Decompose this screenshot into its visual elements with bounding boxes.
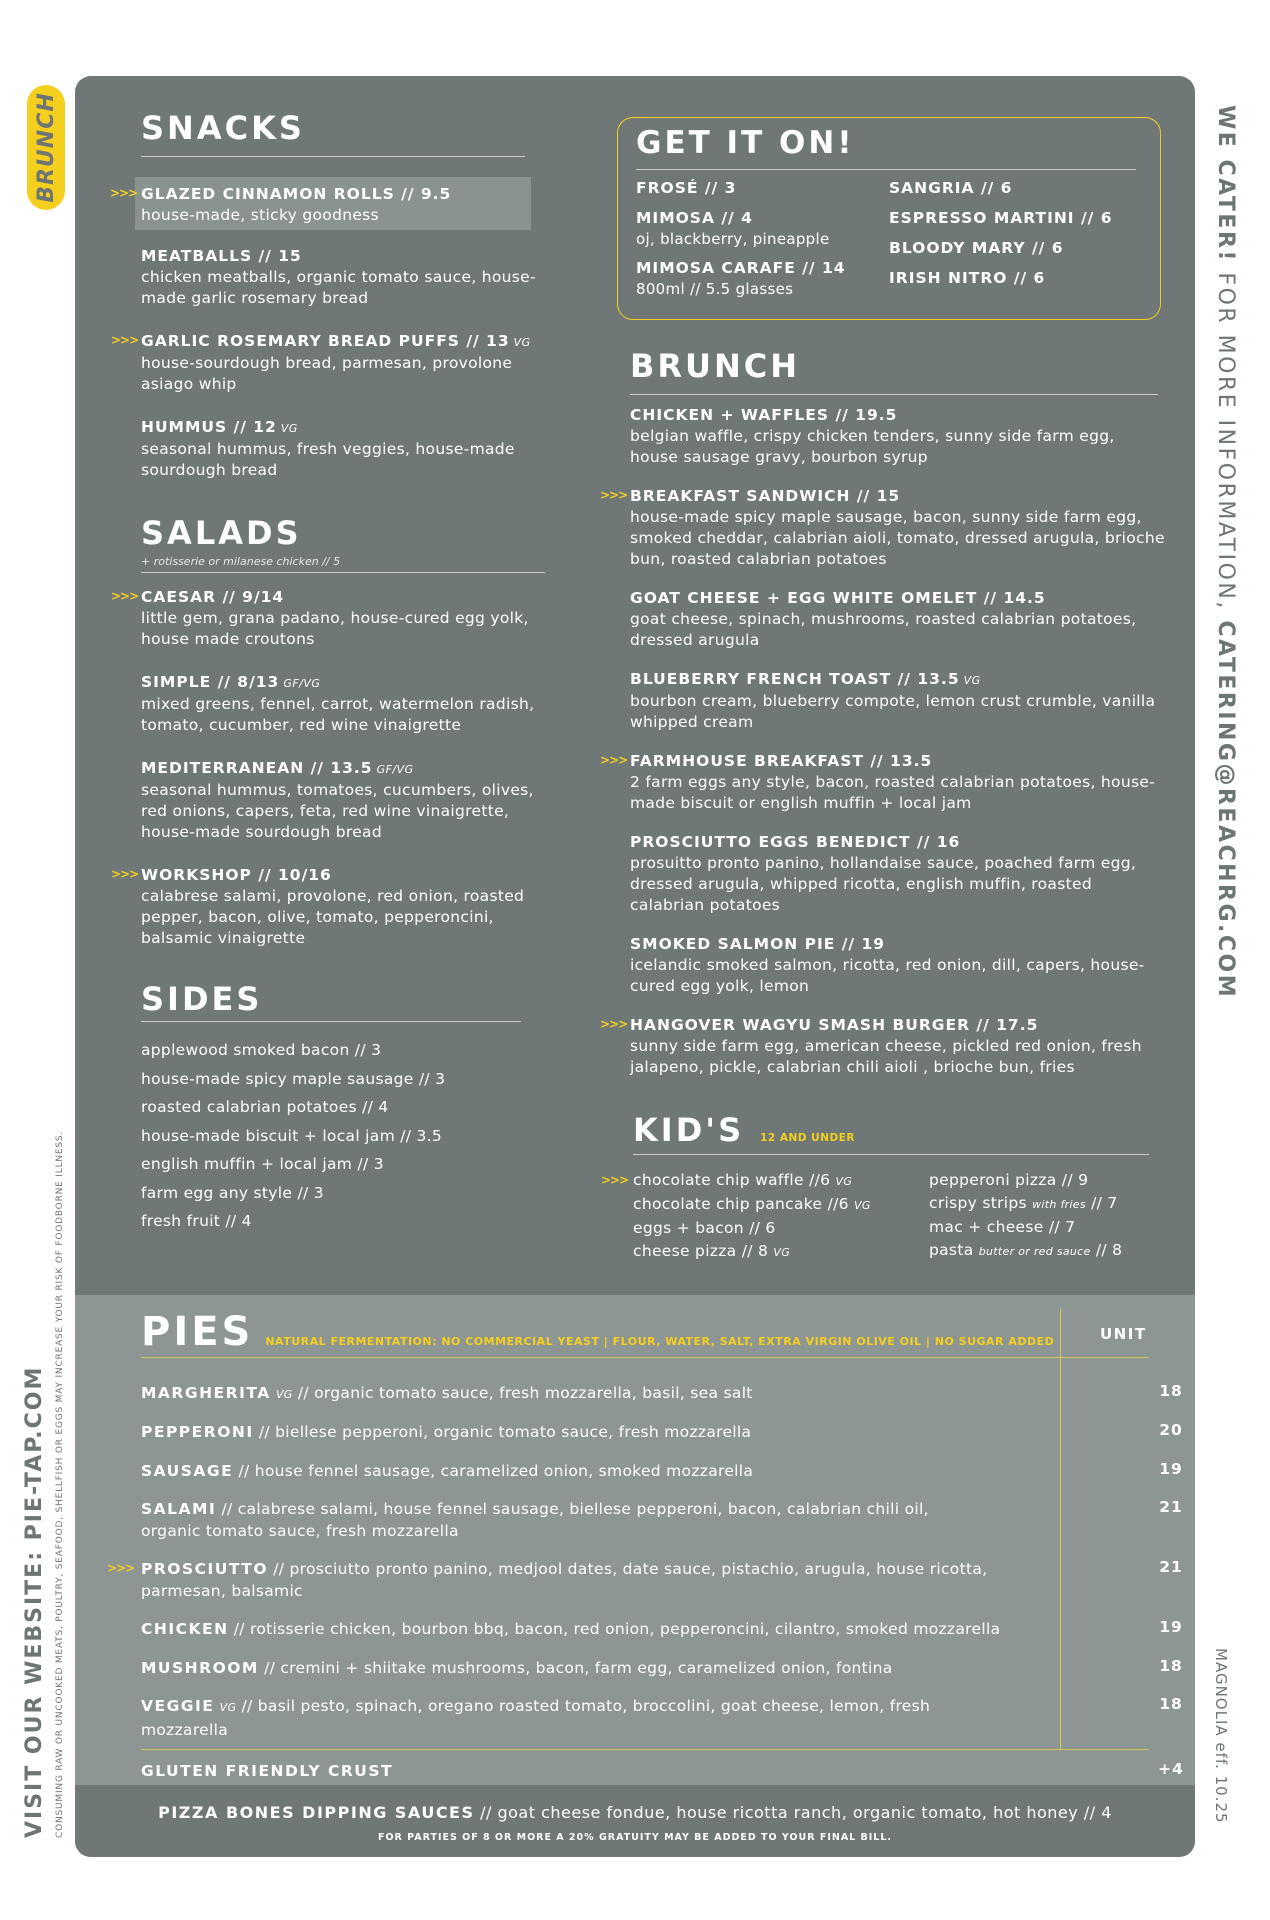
catering-email[interactable]: CATERING@REACHRG.COM: [1213, 620, 1238, 1000]
left-column: [110, 109, 551, 1236]
pie-price: 19: [1159, 1618, 1183, 1636]
diet-tag: VG: [963, 674, 981, 687]
menu-item: >>> GARLIC ROSEMARY BREAD PUFFS // 13 VG house-sourdough bread, parmesan, provolone asiago whip: [111, 332, 531, 393]
brunch-divider: [630, 394, 1158, 395]
menu-card: [75, 76, 1195, 1857]
gluten-row: GLUTEN FRIENDLY CRUST +4: [141, 1760, 1151, 1782]
pie-row: SAUSAGE // house fennel sausage, caramelized onion, smoked mozzarella 19: [141, 1460, 1151, 1482]
menu-item: >>> HANGOVER WAGYU SMASH BURGER // 17.5 sunny side farm egg, american cheese, pickled red onion, fresh jalapeno, pickle, calabrian chili aioli , brioche bun, fries: [600, 1016, 1142, 1076]
menu-item: HUMMUS // 12 VG seasonal hummus, fresh veggies, house-made sourdough bread: [141, 418, 515, 479]
diet-tag: VG: [280, 422, 298, 435]
salads-addon-note: + rotisserie or milanese chicken // 5: [141, 555, 341, 568]
featured-marker-icon: >>>: [600, 1017, 628, 1031]
menu-item: MEDITERRANEAN // 13.5 GF/VG seasonal hummus, tomatoes, cucumbers, olives, red onions, capers, feta, red wine vinaigrette, house-made sourdough bread: [141, 759, 534, 841]
menu-item: MEATBALLS // 15 chicken meatballs, organic tomato sauce, house-made garlic rosemary bread: [141, 247, 536, 307]
menu-item: >>> FARMHOUSE BREAKFAST // 13.5 2 farm eggs any style, bacon, roasted calabrian potatoes, house-made biscuit or english muffin + local jam: [600, 752, 1156, 812]
drinks-left-column: [636, 178, 889, 308]
kids-item: cheese pizza // 8 VG: [633, 1242, 791, 1260]
pie-row: SALAMI // calabrese salami, house fennel sausage, biellese pepperoni, bacon, calabrian chili oil, organic tomato sauce, fresh mozzarella 21: [141, 1498, 1151, 1542]
pie-row: CHICKEN // rotisserie chicken, bourbon bbq, bacon, red onion, pepperoncini, cilantro, smoked mozzarella 19: [141, 1618, 1151, 1640]
kids-item: pasta butter or red sauce // 8: [929, 1241, 1123, 1259]
kids-divider: [633, 1154, 1149, 1155]
pie-price: 20: [1159, 1421, 1183, 1439]
pies-dough-note: NATURAL FERMENTATION: NO COMMERCIAL YEAST | FLOUR, WATER, SALT, EXTRA VIRGIN OLIVE OIL | NO SUGAR ADDED: [265, 1335, 1055, 1348]
pie-price: 19: [1159, 1460, 1183, 1478]
pies-section: [75, 1295, 1195, 1785]
kids-section: [601, 1111, 1168, 1264]
brunch-section: [600, 347, 1165, 1078]
kids-item: crispy strips with fries // 7: [929, 1194, 1118, 1212]
side-item: applewood smoked bacon // 3: [141, 1041, 382, 1059]
featured-marker-icon: >>>: [110, 186, 138, 200]
gluten-divider: [141, 1749, 1149, 1750]
drink-item: MIMOSA CARAFE // 14 800ml // 5.5 glasses: [636, 259, 846, 298]
drinks-right-column: [889, 178, 1142, 308]
pie-row: PEPPERONI // biellese pepperoni, organic tomato sauce, fresh mozzarella 20: [141, 1421, 1151, 1443]
foodborne-warning: CONSUMING RAW OR UNCOOKED MEATS, POULTRY, SEAFOOD, SHELLFISH OR EGGS MAY INCREASE YOUR RISK OF FOODBORNE ILLNESS.: [55, 1130, 65, 1838]
featured-marker-icon: >>>: [600, 753, 628, 767]
menu-item: SIMPLE // 8/13 GF/VG mixed greens, fennel, carrot, watermelon radish, tomato, cucumber, red wine vinaigrette: [141, 673, 535, 734]
drink-item: FROSÉ // 3: [636, 179, 737, 197]
brunch-title: BRUNCH: [630, 347, 801, 385]
we-cater: WE CATER!: [1213, 105, 1238, 263]
featured-marker-icon: >>>: [107, 1561, 135, 1575]
catering-text: [1198, 105, 1238, 1000]
featured-marker-icon: >>>: [601, 1173, 629, 1187]
sides-list: [141, 1036, 551, 1236]
side-item: english muffin + local jam // 3: [141, 1155, 384, 1173]
pies-header-divider: [141, 1357, 1149, 1358]
snacks-title: SNACKS: [141, 109, 305, 147]
gratuity-note: FOR PARTIES OF 8 OR MORE A 20% GRATUITY MAY BE ADDED TO YOUR FINAL BILL.: [377, 1832, 893, 1843]
pie-price: 21: [1159, 1498, 1183, 1516]
drinks-box: [617, 117, 1161, 320]
menu-item: BLUEBERRY FRENCH TOAST // 13.5 VG bourbon cream, blueberry compote, lemon crust crumble, vanilla whipped cream: [630, 670, 1156, 731]
diet-tag: VG: [835, 1175, 853, 1188]
salads-title: SALADS: [141, 514, 302, 552]
menu-item: >>> BREAKFAST SANDWICH // 15 house-made spicy maple sausage, bacon, sunny side farm egg, smoked cheddar, calabrian aioli, tomato, dressed arugula, brioche bun, roasted calabrian potatoes: [600, 487, 1165, 568]
side-item: farm egg any style // 3: [141, 1183, 324, 1202]
kids-item: chocolate chip pancake //6 VG: [633, 1195, 871, 1213]
side-item: house-made spicy maple sausage // 3: [141, 1069, 446, 1088]
diet-tag: GF/VG: [283, 677, 321, 690]
diet-tag: VG: [219, 1701, 237, 1714]
pie-price: 18: [1159, 1382, 1183, 1400]
pie-row: >>> PROSCIUTTO // prosciutto pronto panino, medjool dates, date sauce, pistachio, arugula, house ricotta, parmesan, balsamic 21: [141, 1558, 1151, 1602]
sides-title: SIDES: [141, 980, 263, 1018]
snacks-divider: [141, 156, 525, 157]
drinks-title: GET IT ON!: [636, 125, 855, 161]
menu-item: GOAT CHEESE + EGG WHITE OMELET // 14.5 goat cheese, spinach, mushrooms, roasted calabrian potatoes, dressed arugula: [630, 589, 1137, 649]
drink-item: IRISH NITRO // 6: [889, 269, 1046, 287]
kids-item-note: butter or red sauce: [978, 1245, 1091, 1258]
side-item: fresh fruit // 4: [141, 1212, 252, 1230]
unit-column-header: UNIT: [1100, 1325, 1147, 1343]
kids-item: mac + cheese // 7: [929, 1218, 1076, 1236]
diet-tag: VG: [275, 1388, 293, 1401]
kids-right-column: [929, 1169, 1122, 1264]
kids-title: KID'S: [633, 1111, 745, 1149]
pie-price: +4: [1158, 1760, 1184, 1778]
side-item: roasted calabrian potatoes // 4: [141, 1098, 389, 1116]
location-effective-date: MAGNOLIA eff. 10.25: [1212, 1648, 1230, 1824]
menu-item: CHICKEN + WAFFLES // 19.5 belgian waffle, crispy chicken tenders, sunny side farm egg, house sausage gravy, bourbon syrup: [630, 406, 1115, 466]
diet-tag: GF/VG: [376, 763, 414, 776]
drink-item: BLOODY MARY // 6: [889, 239, 1064, 257]
pie-price: 21: [1159, 1558, 1183, 1576]
pies-title: PIES: [141, 1309, 254, 1355]
featured-marker-icon: >>>: [111, 867, 139, 881]
drinks-divider: [636, 169, 1136, 170]
menu-item: >>> GLAZED CINNAMON ROLLS // 9.5 house-made, sticky goodness: [135, 177, 531, 230]
kids-item: eggs + bacon // 6: [633, 1219, 776, 1237]
drink-item: ESPRESSO MARTINI // 6: [889, 209, 1113, 227]
featured-marker-icon: >>>: [111, 589, 139, 603]
side-item: house-made biscuit + local jam // 3.5: [141, 1126, 443, 1145]
drink-item: SANGRIA // 6: [889, 179, 1013, 197]
featured-marker-icon: >>>: [111, 333, 139, 347]
menu-item: PROSCIUTTO EGGS BENEDICT // 16 prosuitto pronto panino, hollandaise sauce, poached farm egg, dressed arugula, whipped ricotta, english muffin, roasted calabrian potatoes: [630, 833, 1137, 914]
pie-row: VEGGIE VG // basil pesto, spinach, oregano roasted tomato, broccolini, goat cheese, lemon, fresh mozzarella 18: [141, 1695, 1151, 1741]
brunch-tab: [27, 85, 65, 210]
menu-item: SMOKED SALMON PIE // 19 icelandic smoked salmon, ricotta, red onion, dill, capers, house-cured egg yolk, lemon: [630, 935, 1145, 995]
dipping-sauces: PIZZA BONES DIPPING SAUCES // goat cheese fondue, house ricotta ranch, organic tomato, hot honey // 4: [158, 1803, 1112, 1822]
kids-left-column: [601, 1169, 929, 1264]
drink-item: MIMOSA // 4 oj, blackberry, pineapple: [636, 209, 830, 248]
pie-price: 18: [1159, 1695, 1183, 1713]
pie-price: 18: [1159, 1657, 1183, 1675]
diet-tag: VG: [854, 1199, 871, 1212]
sides-divider: [141, 1021, 521, 1022]
kids-age-note: 12 AND UNDER: [760, 1132, 855, 1144]
diet-tag: VG: [513, 336, 531, 349]
website-text[interactable]: VISIT OUR WEBSITE: PIE-TAP.COM: [22, 1365, 47, 1838]
menu-item: >>> CAESAR // 9/14 little gem, grana padano, house-cured egg yolk, house made croutons: [111, 588, 529, 648]
diet-tag: VG: [773, 1246, 791, 1259]
salads-divider: [141, 572, 545, 573]
menu-footer: [75, 1785, 1195, 1857]
featured-marker-icon: >>>: [600, 488, 628, 502]
kids-item-note: with fries: [1032, 1198, 1086, 1211]
brunch-tab-label: BRUNCH: [33, 92, 59, 203]
pie-row: MUSHROOM // cremini + shiitake mushrooms, bacon, farm egg, caramelized onion, fontina 18: [141, 1657, 1151, 1679]
kids-item: pepperoni pizza // 9: [929, 1171, 1089, 1189]
pie-row: MARGHERITA VG // organic tomato sauce, fresh mozzarella, basil, sea salt 18: [141, 1382, 1151, 1406]
menu-item: >>> WORKSHOP // 10/16 calabrese salami, provolone, red onion, roasted pepper, bacon, olive, tomato, pepperoncini, balsamic vinaigrette: [111, 866, 525, 947]
kids-item: chocolate chip waffle //6 VG: [633, 1171, 853, 1189]
cater-info: FOR MORE INFORMATION,: [1213, 262, 1238, 621]
